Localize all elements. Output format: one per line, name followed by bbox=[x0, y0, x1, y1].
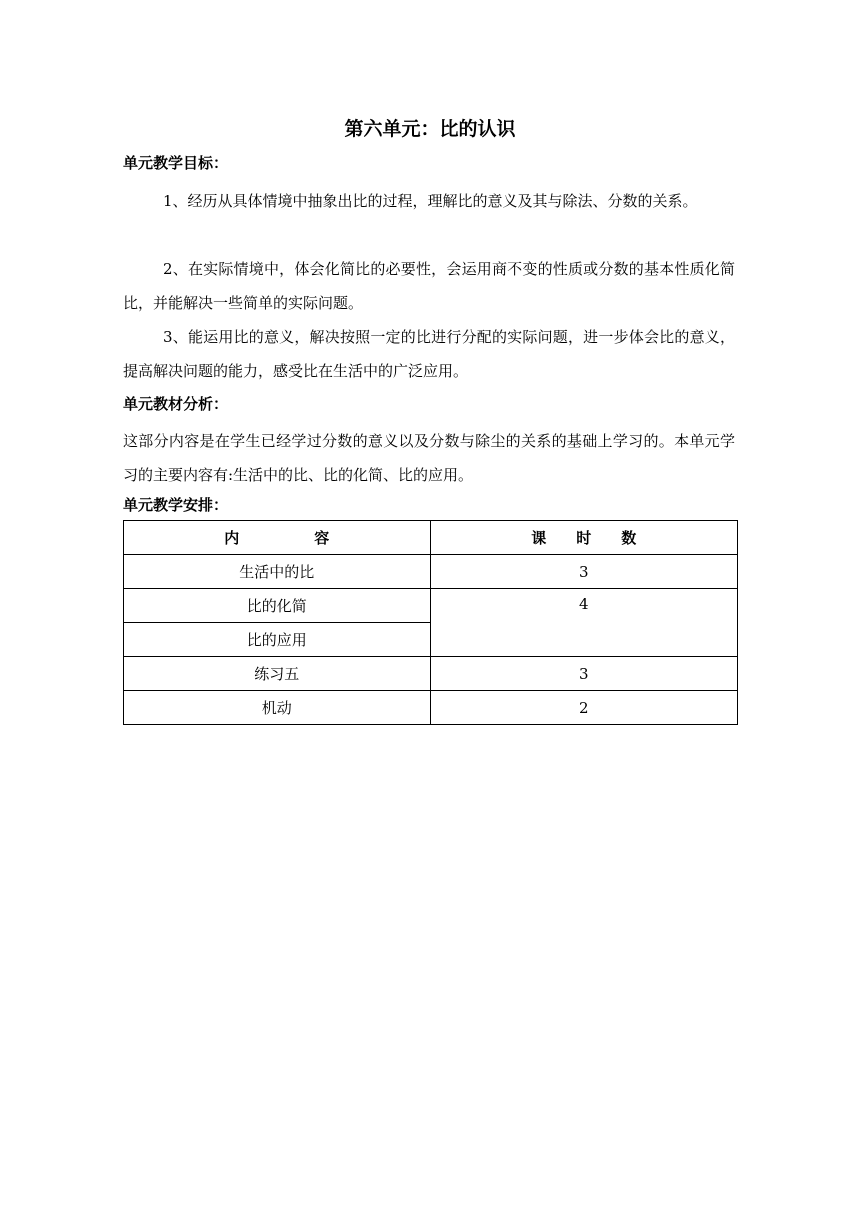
table-row bbox=[124, 657, 738, 691]
row-hours: 3 bbox=[430, 555, 737, 589]
goal-item-2: 2、在实际情境中，体会化简比的必要性，会运用商不变的性质或分数的基本性质化简比，并能解决一些简单的实际问题。 bbox=[123, 260, 735, 312]
table-row bbox=[124, 691, 738, 725]
header-hours: 课 时 数 bbox=[430, 521, 737, 555]
row-content: 生活中的比 bbox=[124, 555, 431, 589]
goal-item-3: 3、能运用比的意义，解决按照一定的比进行分配的实际问题，进一步体会比的意义，提高解决问题的能力，感受比在生活中的广泛应用。 bbox=[123, 328, 735, 380]
analysis-heading: 单元教材分析： bbox=[123, 395, 229, 413]
row-content: 比的应用 bbox=[124, 623, 431, 657]
row-hours: 3 bbox=[430, 657, 737, 691]
row-hours: 2 bbox=[430, 691, 737, 725]
row-content: 机动 bbox=[124, 691, 431, 725]
table-row bbox=[124, 555, 738, 589]
row-content: 练习五 bbox=[124, 657, 431, 691]
analysis-text: 这部分内容是在学生已经学过分数的意义以及分数与除尘的关系的基础上学习的。本单元学习的主要内容有:生活中的比、比的化简、比的应用。 bbox=[123, 432, 735, 484]
schedule-table bbox=[123, 520, 738, 725]
goal-item-1: 1、经历从具体情境中抽象出比的过程，理解比的意义及其与除法、分数的关系。 bbox=[163, 192, 698, 210]
row-content: 比的化简 bbox=[124, 589, 431, 623]
schedule-heading: 单元教学安排： bbox=[123, 496, 229, 514]
row-hours-merged: 4 bbox=[430, 589, 737, 657]
header-content: 内 容 bbox=[124, 521, 431, 555]
goals-heading: 单元教学目标： bbox=[123, 154, 229, 172]
table-row bbox=[124, 589, 738, 623]
table-header-row bbox=[124, 521, 738, 555]
page-title: 第六单元：比的认识 bbox=[344, 118, 516, 140]
